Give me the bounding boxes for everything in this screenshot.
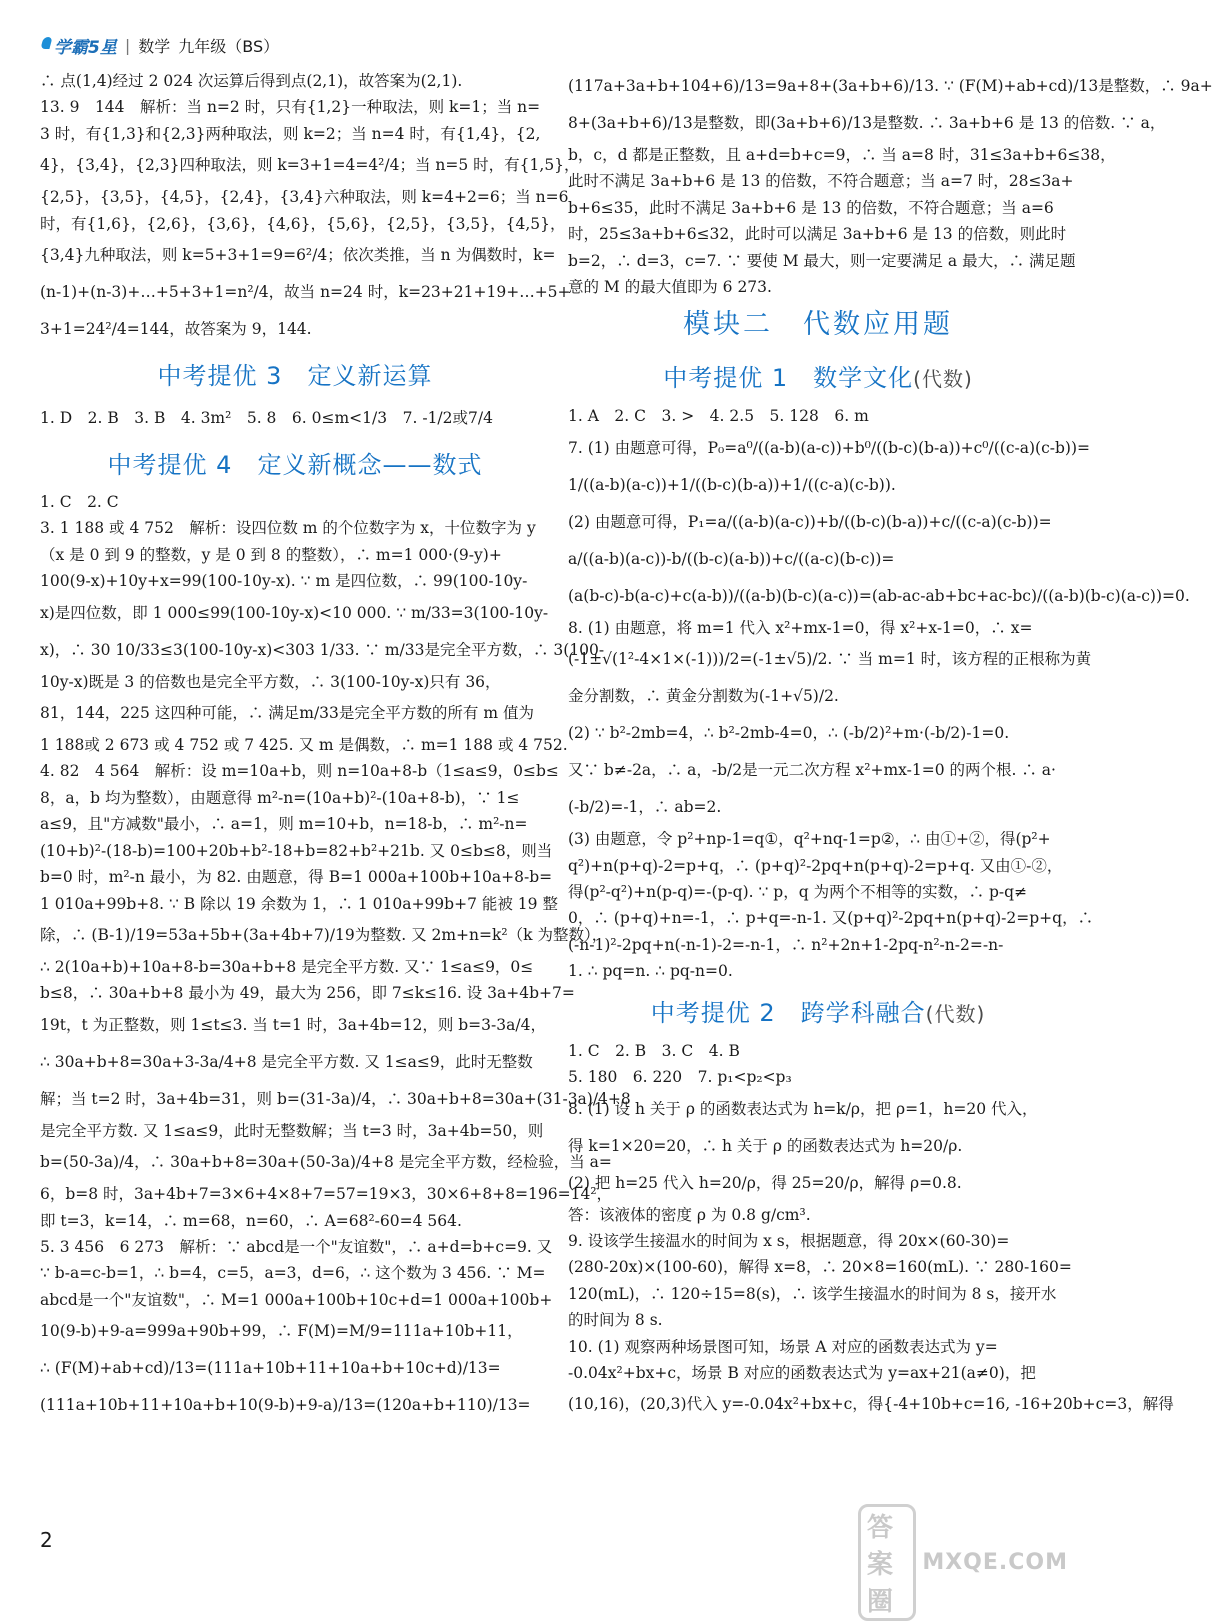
answer-line: 10(9-b)+9-a=999a+90b+99，∴ F(M)=M/9=111a+10b+11， bbox=[40, 1322, 523, 1341]
answer-line: 时，有{1,6}，{2,6}，{3,6}，{4,6}，{5,6}，{2,5}，{3,5}，{4,5}， bbox=[40, 214, 566, 233]
answer-line: 时，25≤3a+b+6≤32，此时可以满足 3a+b+6 是 13 的倍数，则此时 bbox=[568, 225, 1067, 244]
section-title: 中考提优 2 跨学科融合 bbox=[650, 998, 926, 1027]
answer-line: ∵ b-a=c-b=1，∴ b=4，c=5，a=3，d=6，∴ 这个数为 3 456. ∵ M= bbox=[40, 1264, 546, 1283]
section-subtitle: (代数) bbox=[925, 1001, 986, 1026]
answer-line: x)，∴ 30 10/33≤3(100-10y-x)<303 1/33. ∵ m/33是完全平方数，∴ 3(100- bbox=[40, 640, 605, 659]
answer-line: x)是四位数，即 1 000≤99(100-10y-x)<10 000. ∵ m/33=3(100-10y- bbox=[40, 603, 549, 622]
answer-line: 得 k=1×20=20，∴ h 关于 ρ 的函数表达式为 h=20/ρ. bbox=[568, 1136, 963, 1155]
answer-line: -0.04x²+bx+c，场景 B 对应的函数表达式为 y=ax+21(a≠0)，把 bbox=[568, 1363, 1036, 1382]
answer-line: (10+b)²-(18-b)=100+20b+b²-18+b=82+b²+21b. 又 0≤b≤8，则当 bbox=[40, 841, 553, 860]
page-header bbox=[40, 30, 279, 60]
answer-line: (111a+10b+11+10a+b+10(9-b)+9-a)/13=(120a+b+110)/13= bbox=[40, 1396, 531, 1415]
section-heading bbox=[40, 354, 550, 398]
answer-line: b=(50-3a)/4，∴ 30a+b+8=30a+(50-3a)/4+8 是完全平方数，经检验，当 a= bbox=[40, 1153, 612, 1172]
answer-line: 3+1=24²/4=144，故答案为 9，144. bbox=[40, 320, 312, 339]
section-heading bbox=[40, 443, 550, 487]
watermark-badge: 答案圈 bbox=[858, 1504, 916, 1621]
page-number: 2 bbox=[40, 1528, 53, 1552]
answer-line: ∴ 2(10a+b)+10a+8-b=30a+b+8 是完全平方数. 又∵ 1≤a≤9，0≤ bbox=[40, 957, 534, 976]
answer-line: 8. (1) 设 h 关于 ρ 的函数表达式为 h=k/ρ，把 ρ=1，h=20 代入， bbox=[568, 1099, 1038, 1118]
answer-line: 1/((a-b)(a-c))+1/((b-c)(b-a))+1/((c-a)(c-b)). bbox=[568, 475, 896, 494]
answer-line: 13. 9 144 解析：当 n=2 时，只有{1,2}一种取法，则 k=1；当 n= bbox=[40, 98, 541, 117]
brand-name: 学霸5星 bbox=[54, 37, 117, 58]
answer-line: a≤9，且"方减数"最小，∴ a=1，则 m=10+b，n=18-b，∴ m²-n= bbox=[40, 815, 528, 834]
section-subtitle: (代数) bbox=[913, 367, 973, 392]
answer-line: (2) 把 h=25 代入 h=20/ρ，得 25=20/ρ，解得 ρ=0.8. bbox=[568, 1173, 962, 1192]
answer-line: (10,16)，(20,3)代入 y=-0.04x²+bx+c，得{-4+10b+c=16, -16+20b+c=3，解得 bbox=[568, 1395, 1174, 1414]
answer-line: 1 010a+99b+8. ∵ B 除以 19 余数为 1，∴ 1 010a+99b+7 能被 19 整 bbox=[40, 894, 558, 913]
answer-line: 100(9-x)+10y+x=99(100-10y-x). ∵ m 是四位数，∴ 99(100-10y- bbox=[40, 572, 528, 591]
answer-line: 的时间为 8 s. bbox=[568, 1311, 663, 1330]
answer-line: 120(mL)，∴ 120÷15=8(s)，∴ 该学生接温水的时间为 8 s，接开水 bbox=[568, 1284, 1057, 1303]
answer-line: 8+(3a+b+6)/13是整数，即(3a+b+6)/13是整数. ∴ 3a+b+6 是 13 的倍数. ∵ a， bbox=[568, 114, 1166, 132]
answer-line: 此时不满足 3a+b+6 是 13 的倍数，不符合题意；当 a=7 时，28≤3a+ bbox=[568, 172, 1074, 191]
answer-line: 3. 1 188 或 4 752 解析：设四位数 m 的个位数字为 x，十位数字为 y bbox=[40, 519, 536, 538]
module-heading: 模块二 代数应用题 bbox=[683, 309, 953, 341]
answer-line: 8. (1) 由题意，将 m=1 代入 x²+mx-1=0，得 x²+x-1=0，∴ x= bbox=[568, 618, 1033, 637]
answer-line: 金分割数，∴ 黄金分割数为(-1+√5)/2. bbox=[568, 687, 839, 706]
answer-line: 3 时，有{1,3}和{2,3}两种取法，则 k=2；当 n=4 时，有{1,4}，{2, bbox=[40, 124, 541, 143]
answer-line: 6，b=8 时，3a+4b+7=3×6+4×8+7=57=19×3，30×6+8+8=196=14²， bbox=[40, 1185, 613, 1204]
answer-line: ∴ 30a+b+8=30a+3-3a/4+8 是完全平方数. 又 1≤a≤9，此时无整数 bbox=[40, 1052, 533, 1071]
answer-line: 即 t=3，k=14，∴ m=68，n=60，∴ A=68²-60=4 564. bbox=[40, 1211, 462, 1230]
answer-line: b≤8，∴ 30a+b+8 最小为 49，最大为 256，即 7≤k≤16. 设 3a+4b+7= bbox=[40, 984, 575, 1003]
answer-line: ∴ (F(M)+ab+cd)/13=(111a+10b+11+10a+b+10c+d)/13= bbox=[40, 1359, 501, 1378]
answer-line: (2) ∵ b²-2mb=4，∴ b²-2mb-4=0，∴ (-b/2)²+m·(-b/2)-1=0. bbox=[568, 724, 1010, 743]
answer-line: b+6≤35，此时不满足 3a+b+6 是 13 的倍数，不符合题意；当 a=6 bbox=[568, 198, 1054, 217]
answer-line: 1. ∴ pq=n. ∴ pq-n=0. bbox=[568, 962, 733, 981]
section-title: 中考提优 3 定义新运算 bbox=[157, 362, 433, 391]
answer-line: b，c，d 都是正整数，且 a+d=b+c=9，∴ 当 a=8 时，31≤3a+b+6≤38， bbox=[568, 146, 1116, 164]
answer-line: {3,4}九种取法，则 k=5+3+1=9=6²/4；依次类推，当 n 为偶数时，k= bbox=[40, 246, 556, 265]
answer-line: (a(b-c)-b(a-c)+c(a-b))/((a-b)(b-c)(a-c))=(ab-ac-ab+bc+ac-bc)/((a-b)(b-c)(a-c))=0. bbox=[568, 586, 1190, 605]
header-separator: | bbox=[124, 35, 131, 55]
answer-line: b=0 时，m²-n 最小，为 82. 由题意，得 B=1 000a+100b+10a+8-b= bbox=[40, 868, 553, 887]
answer-line: (-n-1)²-2pq+n(-n-1)-2=-n-1，∴ n²+2n+1-2pq-n²-n-2=-n- bbox=[568, 935, 1004, 954]
answer-line: 1. A 2. C 3. > 4. 2.5 5. 128 6. m bbox=[568, 407, 869, 426]
section-title: 中考提优 1 数学文化 bbox=[663, 364, 914, 393]
answer-line: 除，∴ (B-1)/19=53a+5b+(3a+4b+7)/19为整数. 又 2m+n=k²（k 为整数）， bbox=[40, 925, 608, 944]
answer-line: 0，∴ (p+q)+n=-1，∴ p+q=-n-1. 又(p+q)²-2pq+n(p+q)-2=p+q，∴ bbox=[568, 909, 1094, 928]
answer-line: 意的 M 的最大值即为 6 273. bbox=[568, 278, 772, 297]
answer-line: 解；当 t=2 时，3a+4b=31，则 b=(31-3a)/4，∴ 30a+b+8=30a+(31-3a)/4+8 bbox=[40, 1089, 631, 1108]
answer-line: 又∵ b≠-2a，∴ a，-b/2是一元二次方程 x²+mx-1=0 的两个根. ∴ a· bbox=[568, 761, 1056, 780]
answer-line: 81，144，225 这四种可能，∴ 满足m/33是完全平方数的所有 m 值为 bbox=[40, 704, 534, 723]
answer-line: 答：该液体的密度 ρ 为 0.8 g/cm³. bbox=[568, 1205, 811, 1224]
brand-logo bbox=[40, 33, 117, 58]
section-heading bbox=[568, 356, 1068, 401]
answer-line: 10. (1) 观察两种场景图可知，场景 A 对应的函数表达式为 y= bbox=[568, 1337, 998, 1356]
header-grade: 九年级（BS） bbox=[178, 36, 280, 56]
answer-line: (2) 由题意可得，P₁=a/((a-b)(a-c))+b/((b-c)(b-a))+c/((c-a)(c-b))= bbox=[568, 512, 1052, 531]
answer-line: 1 188或 2 673 或 4 752 或 7 425. 又 m 是偶数，∴ m=1 188 或 4 752. bbox=[40, 736, 568, 755]
answer-line: 是完全平方数. 又 1≤a≤9，此时无整数解；当 t=3 时，3a+4b=50，则 bbox=[40, 1121, 544, 1140]
answer-line: 5. 180 6. 220 7. p₁<p₂<p₃ bbox=[568, 1068, 792, 1087]
answer-line: 4. 82 4 564 解析：设 m=10a+b，则 n=10a+8-b（1≤a≤9，0≤b≤ bbox=[40, 762, 559, 781]
answer-line: (n-1)+(n-3)+…+5+3+1=n²/4，故当 n=24 时，k=23+21+19+…+5+ bbox=[40, 283, 571, 302]
answer-line: 1. C 2. B 3. C 4. B bbox=[568, 1041, 740, 1060]
answer-line: 9. 设该学生接温水的时间为 x s，根据题意，得 20x×(60-30)= bbox=[568, 1231, 1010, 1250]
answer-line: abcd是一个"友谊数"，∴ M=1 000a+100b+10c+d=1 000a+100b+ bbox=[40, 1290, 553, 1309]
answer-line: 8，a，b 均为整数），由题意得 m²-n=(10a+b)²-(10a+8-b)，∵ 1≤ bbox=[40, 788, 520, 807]
answer-line: (-1±√(1²-4×1×(-1)))/2=(-1±√5)/2. ∵ 当 m=1 时，该方程的正根称为黄 bbox=[568, 650, 1092, 669]
answer-line: 7. (1) 由题意可得，P₀=a⁰/((a-b)(a-c))+b⁰/((b-c)(b-a))+c⁰/((c-a)(c-b))= bbox=[568, 438, 1090, 457]
brand-flame-icon bbox=[40, 37, 52, 53]
answer-line: (3) 由题意，令 p²+np-1=q①，q²+nq-1=p②，∴ 由①+②，得(p²+ bbox=[568, 830, 1051, 849]
answer-line: (117a+3a+b+104+6)/13=9a+8+(3a+b+6)/13. ∵ (F(M)+ab+cd)/13是整数，∴ 9a+ bbox=[568, 77, 1213, 95]
answer-line: 1. D 2. B 3. B 4. 3m² 5. 8 6. 0≤m<1/3 7. -1/2或7/4 bbox=[40, 409, 493, 428]
right-column bbox=[568, 68, 1213, 1423]
answer-line: (-b/2)=-1，∴ ab=2. bbox=[568, 798, 722, 817]
answer-line: (280-20x)×(100-60)，解得 x=8，∴ 20×8=160(mL). ∵ 280-160= bbox=[568, 1258, 1072, 1277]
answer-line: 1. C 2. C bbox=[40, 493, 119, 512]
header-subject: 数学 bbox=[138, 36, 171, 56]
answer-line: 5. 3 456 6 273 解析：∵ abcd是一个"友谊数"，∴ a+d=b+c=9. 又 bbox=[40, 1237, 553, 1256]
section-title: 中考提优 4 定义新概念——数式 bbox=[107, 451, 483, 480]
answer-line: b=2，∴ d=3，c=7. ∵ 要使 M 最大，则一定要满足 a 最大，∴ 满足题 bbox=[568, 251, 1076, 270]
answer-line: a/((a-b)(a-c))-b/((b-c)(a-b))+c/((a-c)(b-c))= bbox=[568, 549, 895, 568]
watermark bbox=[858, 1512, 1068, 1617]
answer-line: ∴ 点(1,4)经过 2 024 次运算后得到点(2,1)，故答案为(2,1). bbox=[40, 72, 463, 90]
answer-line: 4}，{3,4}，{2,3}四种取法，则 k=3+1=4=4²/4；当 n=5 时，有{1,5}， bbox=[40, 156, 580, 175]
answer-line: 得(p²-q²)+n(p-q)=-(p-q). ∵ p，q 为两个不相等的实数，∴ p-q≠ bbox=[568, 883, 1028, 902]
answer-line: 10y-x)既是 3 的倍数也是完全平方数，∴ 3(100-10y-x)只有 36， bbox=[40, 672, 501, 691]
answer-line: 19t，t 为正整数，则 1≤t≤3. 当 t=1 时，3a+4b=12，则 b=3-3a/4， bbox=[40, 1015, 546, 1034]
answer-line: q²)+n(p+q)-2=p+q，∴ (p+q)²-2pq+n(p+q)-2=p+q. 又由①-②， bbox=[568, 856, 1063, 875]
watermark-text: MXQE.COM bbox=[922, 1549, 1068, 1575]
answer-line: {2,5}，{3,5}，{4,5}，{2,4}，{3,4}六种取法，则 k=4+2=6；当 n=6 bbox=[40, 188, 569, 207]
answer-line: （x 是 0 到 9 的整数，y 是 0 到 8 的整数），∴ m=1 000·(9-y)+ bbox=[40, 545, 502, 564]
section-heading bbox=[568, 991, 1068, 1036]
